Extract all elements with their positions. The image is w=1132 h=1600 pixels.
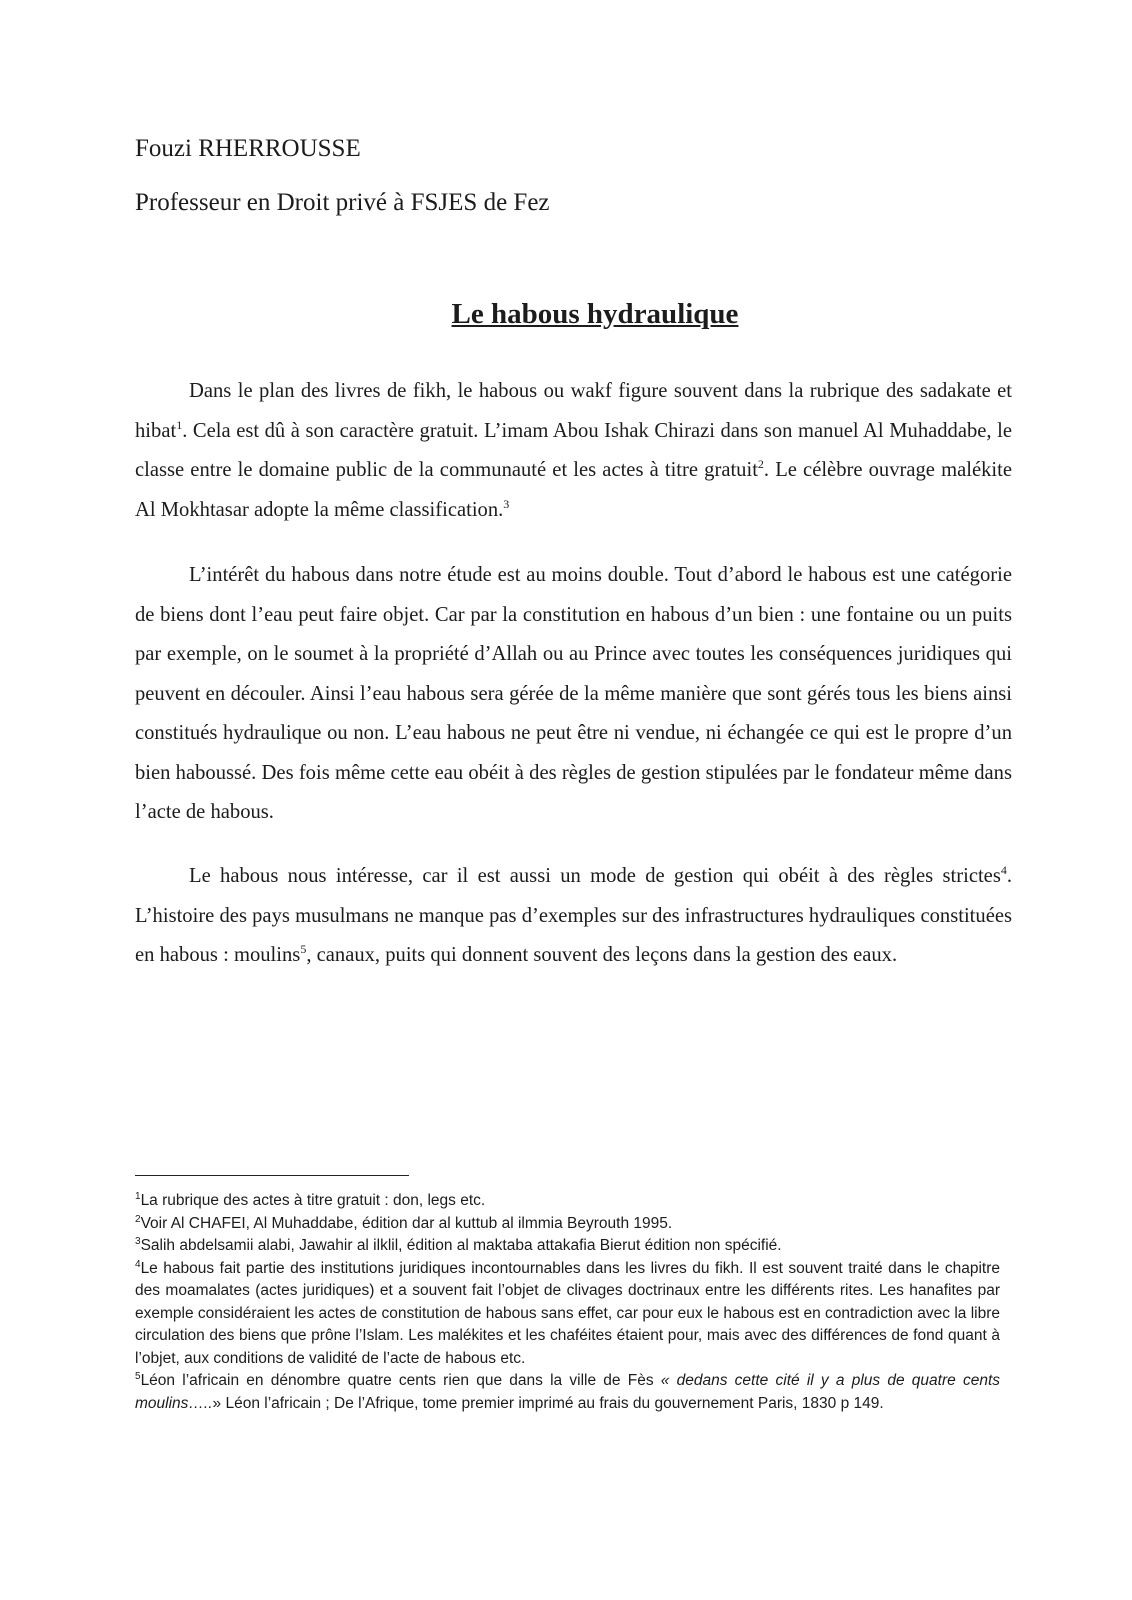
footnote-number: 3: [135, 1235, 141, 1247]
footnote-number: 2: [135, 1213, 141, 1225]
footnote-ref-2[interactable]: 2: [757, 457, 764, 472]
footnote-number: 4: [135, 1258, 141, 1270]
paragraph-2: [135, 556, 1012, 833]
footnote-text: Voir Al CHAFEI, Al Muhaddabe, édition dar al kuttub al ilmmia Beyrouth 1995.: [140, 1214, 673, 1232]
footnote-text: Salih abdelsamii alabi, Jawahir al ilklil, édition al maktaba attakafia Bierut édition non spécifié.: [140, 1237, 782, 1254]
paragraph-3-text-a: Le habous nous intéresse, car il est aussi un mode de gestion qui obéit à des règles strictes: [189, 865, 1001, 887]
paragraph-1-text-c: . Le célèbre ouvrage malékite Al Mokhtasar adopte la même classification.: [135, 459, 1012, 521]
paragraph-1: [135, 372, 1012, 530]
footnote-text: La rubrique des actes à titre gratuit : don, legs etc.: [140, 1192, 486, 1209]
paragraph-1-text-a: Dans le plan des livres de fikh, le habous ou wakf figure souvent dans la rubrique des sadakate et hibat: [135, 380, 1012, 442]
paragraph-3-text-b: . L’histoire des pays musulmans ne manque pas d’exemples sur des infrastructures hydrauliques constituées en habous : moulins: [135, 865, 1012, 966]
footnote-text: Le habous fait partie des institutions juridiques incontournables dans les livres du fikh. Il est souvent traité dans le chapitre des moamalates (actes juridiques) et a souvent fait l’objet de clivages doctrinaux entre les différents rites. Les hanafites par exemple considéraient les actes de constitution de habous sans effet, car pour eux le habous est en contradiction avec la libre circulation des biens que prône l’Islam. Les malékites et les chaféites étaient pour, mais avec des différences de fond quant à l’objet, aux conditions de validité de l’acte de habous etc.: [135, 1259, 1000, 1367]
author-affiliation: Professeur en Droit privé à FSJES de Fez: [135, 189, 550, 216]
footnote-4: [135, 1258, 1000, 1371]
footnote-ref-1[interactable]: 1: [176, 417, 183, 432]
footnote-separator: [135, 1175, 409, 1176]
footnote-1: [135, 1190, 1000, 1213]
footnote-ref-5[interactable]: 5: [300, 942, 307, 957]
footnote-number: 5: [135, 1370, 141, 1382]
paragraph-3: [135, 857, 1012, 976]
author-name: Fouzi RHERROUSSE: [135, 135, 361, 162]
footnote-text: Léon l’africain en dénombre quatre cents rien que dans la ville de Fès: [140, 1372, 661, 1389]
footnote-text: » Léon l’africain ; De l’Afrique, tome premier imprimé au frais du gouvernement Paris, 1830 p 149.: [212, 1394, 884, 1412]
document-title: Le habous hydraulique: [451, 298, 739, 330]
footnote-5: [135, 1370, 1000, 1415]
footnote-ref-4[interactable]: 4: [1000, 863, 1007, 878]
footnotes: [135, 1190, 1000, 1415]
footnote-3: [135, 1235, 1000, 1258]
paragraph-2-text: L’intérêt du habous dans notre étude est au moins double. Tout d’abord le habous est une catégorie de biens dont l’eau peut faire objet. Car par la constitution en habous d’un bien : une fontaine ou un puits par exemple, on le soumet à la propriété d’Allah ou au Prince avec toutes les conséquences juridiques qui peuvent en découler. Ainsi l’eau habous sera gérée de la même manière que sont gérés tous les biens ainsi constitués hydraulique ou non. L’eau habous ne peut être ni vendue, ni échangée ce qui est le propre d’un bien haboussé. Des fois même cette eau obéit à des règles de gestion stipulées par le fondateur même dans l’acte de habous.: [135, 564, 1012, 823]
footnote-quote: « dedans cette cité il y a plus de quatre cents moulins…..: [135, 1372, 1000, 1412]
paragraph-3-text-c: , canaux, puits qui donnent souvent des leçons dans la gestion des eaux.: [306, 944, 898, 966]
footnote-2: [135, 1213, 1000, 1236]
footnote-ref-3[interactable]: 3: [503, 496, 510, 511]
paragraph-1-text-b: . Cela est dû à son caractère gratuit. L’imam Abou Ishak Chirazi dans son manuel Al Muhaddabe, le classe entre le domaine public de la communauté et les actes à titre gratuit: [135, 419, 1012, 481]
footnote-number: 1: [135, 1190, 141, 1202]
